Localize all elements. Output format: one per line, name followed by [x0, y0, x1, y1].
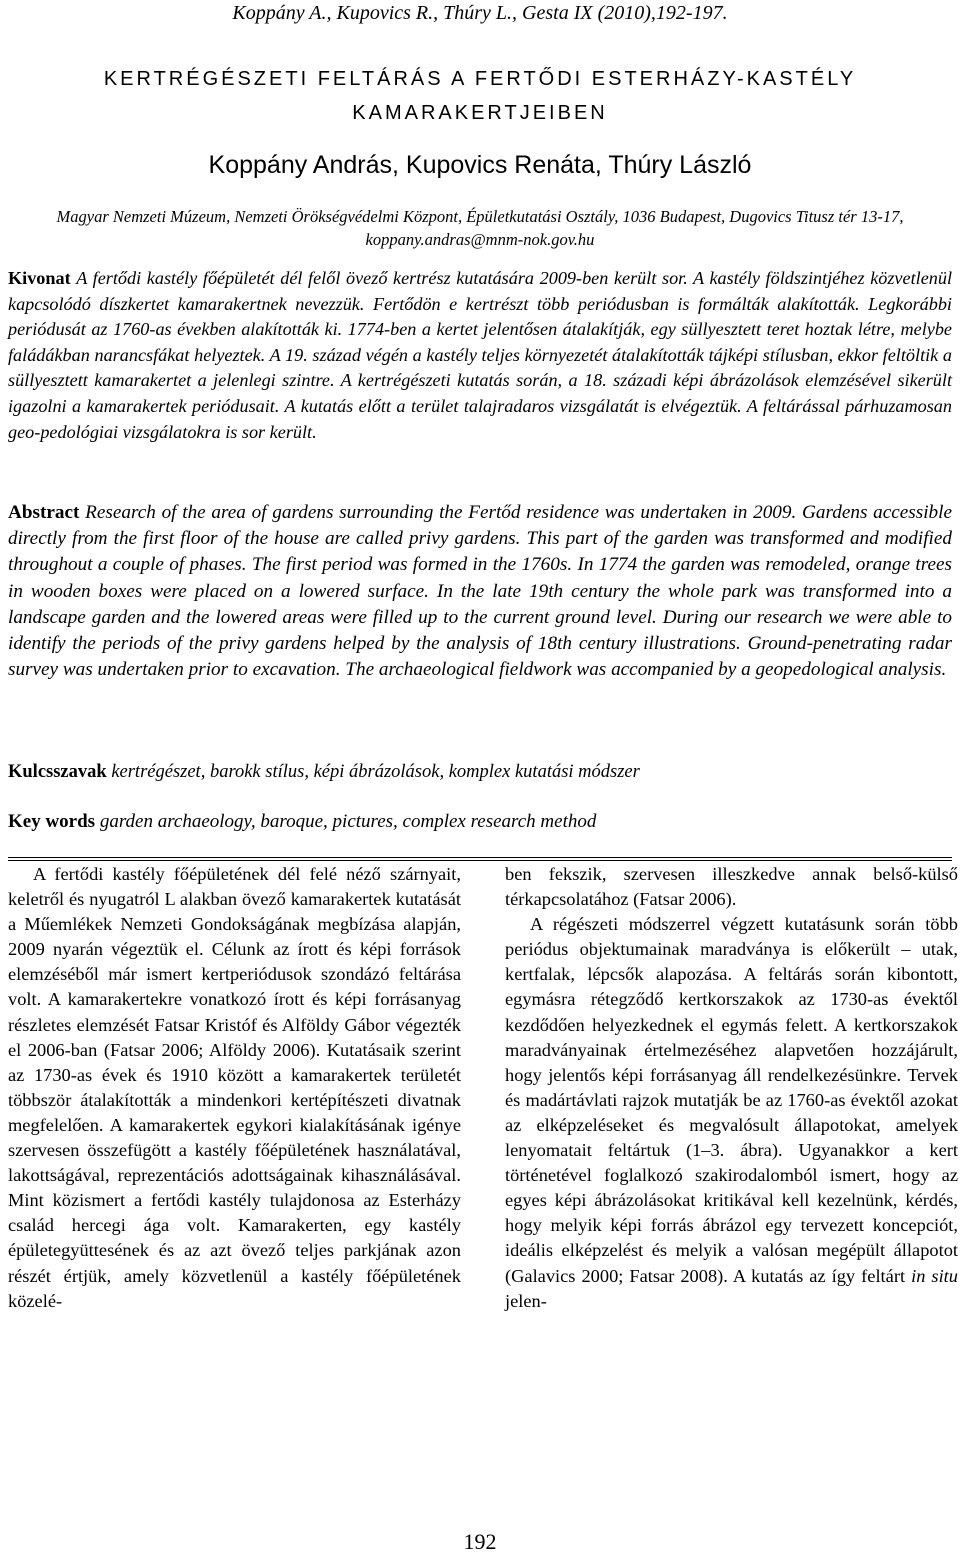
title-line-2: KAMARAKERTJEIBEN: [352, 102, 608, 124]
abstract-en-label: Abstract: [8, 502, 80, 523]
keywords-en-text: garden archaeology, baroque, pictures, complex research method: [99, 811, 597, 832]
affiliation: [8, 205, 952, 251]
authors: Koppány András, Kupovics Renáta, Thúry László: [208, 151, 752, 179]
body-column-right: [505, 862, 958, 1314]
keywords-english: [8, 810, 952, 834]
affiliation-address: Magyar Nemzeti Múzeum, Nemzeti Örökségvédelmi Központ, Épületkutatási Osztály, 1036 Budapest, Dugovics Titusz tér 13-17,: [56, 207, 904, 226]
keywords-hungarian: [8, 760, 952, 784]
abstract-hu-text: A fertődi kastély főépületét dél felől övező kertrész kutatására 2009-ben került sor. A kastély földszintjéhez közvetlenül kapcsolódó díszkertet kamarakertnek nevezzük. Fertődön e kertrészt több periódusban is formálták alakították. Legkorábbi periódusát az 1760-as években alakították ki. 1774-ben a kertet jelentősen átalakítják, egy süllyesztett teret hoztak létre, melybe faládákban narancsfákat helyeztek. A 19. század végén a kastély teljes környezetét átalakították tájképi stílusban, ekkor feltöltik a süllyesztett kamarakertet a jelenlegi szintre. A kertrégészeti kutatás során, a 18. századi képi ábrázolások elemzésével sikerült igazolni a kamarakertek periódusait. A kutatás előtt a terület talajradaros vizsgálatát is elvégeztük. A feltárással párhuzamosan geo-pedológiai vizsgálatokra is sor került.: [8, 268, 953, 442]
section-divider: [8, 857, 952, 861]
keywords-hu-text: kertrégészet, barokk stílus, képi ábrázolások, komplex kutatási módszer: [111, 762, 640, 782]
body-paragraph: A fertődi kastély főépületének dél felé néző szárnyait, keletről és nyugatról L alakban övező kamarakertek kutatását a Műemlékek Nemzeti Gondokságának megbízása alapján, 2009 nyarán végeztük el. Célunk az írott és képi források elemzéséből már ismert kertperiódusok szondázó feltárása volt. A kamarakertekre vonatkozó írott és képi forrásanyag részletes elemzését Fatsar Kristóf és Alföldy Gábor végezték el 2006-ban (Fatsar 2006; Alföldy 2006). Kutatásaik szerint az 1730-as évek és 1910 között a kamarakertek területét többször átalakították a mindenkori kertépítészeti divatnak megfelelően. A kamarakertek egykori kialakításának igénye szervesen összefügött a kastély főépületének használatával, lakottságával, reprezentációs adottságainak kihasználásával. Mint közismert a fertődi kastély tulajdonosa az Esterházy család hercegi ága volt. Kamarakerten, egy kastély épületegyüttesének és az azt övező teljes parkjának azon részét értjük, amely közvetlenül a kastély főépületének közelé-: [8, 864, 461, 1311]
title-line-1: KERTRÉGÉSZETI FELTÁRÁS A FERTŐDI ESTERHÁZY-KASTÉLY: [103, 68, 857, 90]
running-head: Koppány A., Kupovics R., Thúry L., Gesta IX (2010),192-197.: [232, 2, 728, 24]
body-text: A régészeti módszerrel végzett kutatásunk során több periódus objektumainak maradványa is előkerült – utak, kertfalak, lépcsők alapozása. A feltárás során kibontott, egymásra rétegződő kertkorszakok az 1730-as évektől kezdődően helyezkednek el egymás felett. A kertkorszakok maradványainak értelmezéséhez alapvetően hozzájárult, hogy jelentős képi forrásanyag áll rendelkezésünkre. Tervek és madártávlati rajzok mutatják be az 1760-as évektől azokat az elképzeléseket és megvalósult állapotokat, amelyek lenyomatait feltártuk (1–3. ábra). Ugyanakkor a kert történetével foglalkozó szakirodalomból ismert, hogy az egyes képi ábrázolásokat kritikával kell kezelnünk, kérdés, hogy melyik képi forrás ábrázol egy tervezett koncepciót, ideális elképzelést és melyik a valósan megépült állapotot (Galavics 2000; Fatsar 2008). A kutatás az így feltárt: [505, 914, 958, 1286]
abstract-hungarian: [8, 266, 952, 445]
abstract-hu-label: Kivonat: [8, 268, 71, 288]
body-paragraph-continued: ben fekszik, szervesen illeszkedve annak belső-külső térkapcsolatához (Fatsar 2006).: [505, 864, 958, 910]
body-text: jelen-: [505, 1290, 547, 1311]
body-column-left: [8, 862, 461, 1314]
abstract-english: [8, 500, 952, 683]
keywords-hu-label: Kulcsszavak: [8, 762, 107, 782]
page-number: 192: [463, 1529, 497, 1554]
article-title: [0, 62, 960, 130]
affiliation-email: koppany.andras@mnm-nok.gov.hu: [365, 230, 595, 249]
abstract-en-text: Research of the area of gardens surrounding the Fertőd residence was undertaken in 2009. Gardens accessible directly from the first floor of the house are called privy gardens. This part of the garden was transformed and modified throughout a couple of phases. The first period was formed in the 1760s. In 1774 the garden was remodeled, orange trees in wooden boxes were placed on a lowered surface. In the late 19th century the whole park was transformed into a landscape garden and the lowered areas were filled up to the current ground level. During our research we were able to identify the periods of the privy gardens helped by the analysis of 18th century illustrations. Ground-penetrating radar survey was undertaken prior to excavation. The archaeological fieldwork was accompanied by a geopedological analysis.: [8, 502, 952, 681]
keywords-en-label: Key words: [8, 811, 96, 832]
body-paragraph: [505, 912, 958, 1314]
body-emphasis: in situ: [911, 1265, 958, 1286]
